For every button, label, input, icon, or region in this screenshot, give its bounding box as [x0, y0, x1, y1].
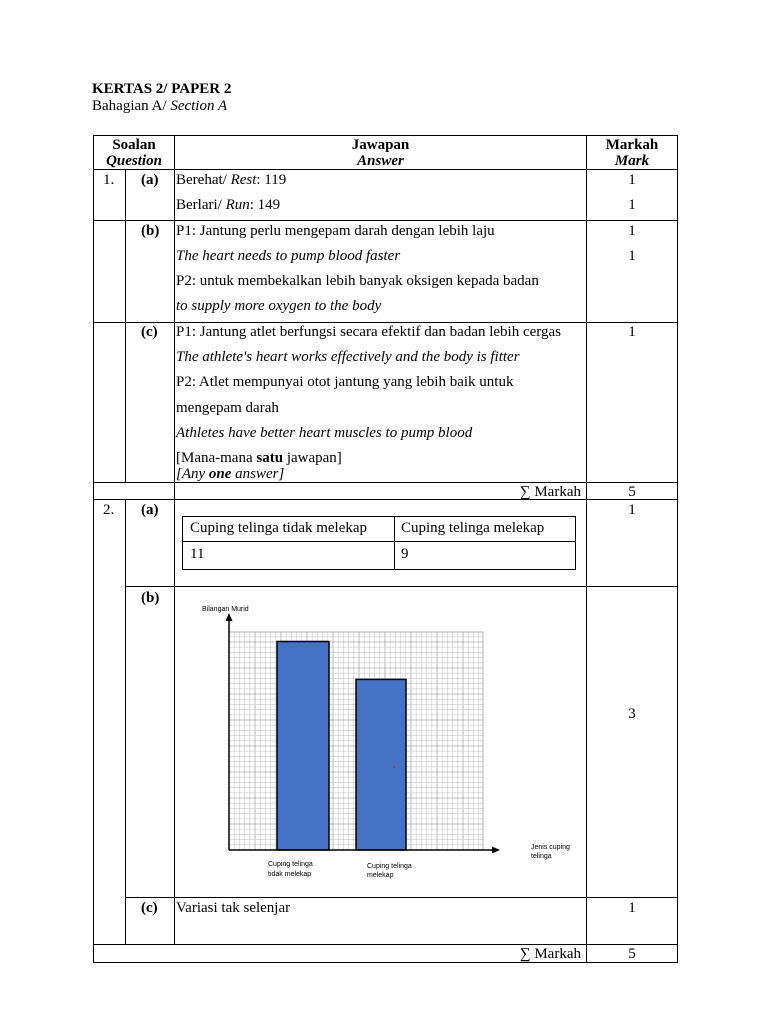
col-soalan: Soalan — [112, 137, 156, 153]
any-en-pre: [Any — [176, 466, 209, 482]
bar-tidak-melekap — [277, 641, 329, 850]
y-axis-label: Bilangan Murid — [202, 606, 249, 613]
any-en-bold: one — [208, 466, 232, 482]
stray-dot — [393, 766, 395, 768]
col-question: Question — [106, 153, 162, 169]
q1c-mark: 1 — [628, 324, 636, 340]
q1c-p2-en: Athletes have better heart muscles to pump blood — [176, 425, 473, 441]
q1a-mark1: 1 — [628, 172, 636, 188]
run-value: : 149 — [249, 197, 281, 213]
x-tick-free-line2: tidak melekap — [268, 871, 312, 878]
q1b-p1-ms: P1: Jantung perlu mengepam darah dengan lebih laju — [176, 223, 495, 239]
q1b-label: (b) — [141, 223, 160, 239]
q1b-p2-en: to supply more oxygen to the body — [176, 298, 382, 314]
col-jawapan: Jawapan — [351, 137, 410, 153]
bar-melekap — [356, 679, 406, 850]
q1b-p2-ms: P2: untuk membekalkan lebih banyak oksigen kepada badan — [176, 273, 539, 289]
x-axis-label-line2: telinga — [531, 853, 552, 860]
rest-value: : 119 — [256, 172, 287, 188]
q2b-mark: 3 — [628, 706, 636, 722]
q1a-mark2: 1 — [628, 197, 636, 213]
q2a-label: (a) — [141, 502, 159, 518]
y-axis-arrow — [226, 613, 233, 621]
q1-total-label: ∑ Markah — [519, 484, 581, 500]
any-ms-post: jawapan] — [283, 450, 342, 466]
run-ms: Berlari/ — [176, 197, 226, 213]
paper-title: KERTAS 2/ PAPER 2 — [92, 81, 232, 97]
any-en-post: answer] — [231, 466, 285, 482]
section-ms: Bahagian A/ — [92, 98, 171, 114]
any-ms-pre: [Mana-mana — [176, 450, 257, 466]
q1-number: 1. — [103, 172, 115, 188]
ear-header-attached: Cuping telinga melekap — [401, 520, 545, 536]
q2c-label: (c) — [141, 900, 158, 916]
q1b-p1-en: The heart needs to pump blood faster — [176, 248, 401, 264]
col-answer: Answer — [357, 153, 404, 169]
ear-value-free: 11 — [190, 546, 205, 562]
x-axis-arrow — [492, 847, 500, 854]
rest-en: Rest — [230, 172, 257, 188]
q2c-answer: Variasi tak selenjar — [176, 900, 291, 916]
ear-value-attached: 9 — [401, 546, 409, 562]
q2a-mark: 1 — [628, 502, 636, 518]
rest-ms: Berehat/ — [176, 172, 231, 188]
x-tick-attached-line1: Cuping telinga — [367, 863, 412, 870]
q2-total: 5 — [628, 946, 636, 962]
q2b-label: (b) — [141, 590, 160, 606]
q2c-mark: 1 — [628, 900, 636, 916]
x-axis-label-line1: Jenis cuping — [531, 844, 570, 851]
q2-total-label: ∑ Markah — [519, 946, 581, 962]
run-en: Run — [225, 197, 250, 213]
q1c-p1-ms: P1: Jantung atlet berfungsi secara efektif dan badan lebih cergas — [176, 324, 561, 340]
q1c-p1-en: The athlete's heart works effectively and the body is fitter — [176, 349, 520, 365]
q1c-p2-ms-2: mengepam darah — [176, 400, 279, 416]
q1c-label: (c) — [141, 324, 158, 340]
col-markah: Markah — [605, 137, 659, 153]
x-tick-attached-line2: melekap — [367, 872, 394, 879]
ear-header-free: Cuping telinga tidak melekap — [190, 520, 368, 536]
col-mark: Mark — [614, 153, 650, 169]
x-tick-free-line1: Cuping telinga — [268, 861, 313, 868]
q1c-p2-ms-1: P2: Atlet mempunyai otot jantung yang lebih baik untuk — [176, 374, 514, 390]
q1b-mark1: 1 — [628, 223, 636, 239]
q1b-mark2: 1 — [628, 248, 636, 264]
q1a-label: (a) — [141, 172, 159, 188]
any-ms-bold: satu — [256, 450, 284, 466]
section-en: Section A — [170, 98, 228, 114]
q1-total: 5 — [628, 484, 636, 500]
q2-number: 2. — [103, 502, 115, 518]
